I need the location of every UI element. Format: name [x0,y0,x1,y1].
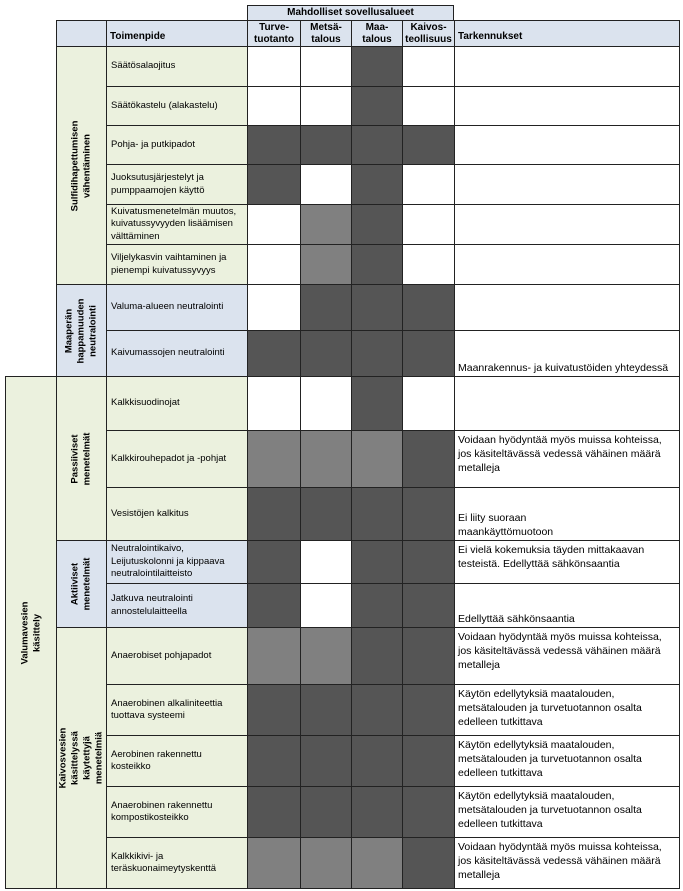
measure-note: Edellyttää sähkönsaantia [454,583,680,628]
measure-name: Aerobinen rakennettu kosteikko [106,735,248,787]
group-label: Aktiiviset menetelmät [69,557,93,611]
applicability-cell [402,837,455,889]
applicability-cell [247,735,301,787]
measure-note: Ei vielä kokemuksia täyden mittakaavan testeistä. Edellyttää sähkönsaantia [454,540,680,584]
measure-name: Kuivatusmenetelmän muutos, kuivatussyvyyden lisäämisen välttäminen [106,204,248,245]
applicability-cell [402,487,455,541]
applicability-cell [300,430,352,488]
applicability-cell [351,376,403,431]
measure-note [454,86,680,126]
applicability-cell [351,684,403,736]
header-area-peat: Turve- tuotanto [247,20,301,47]
applicability-cell [300,125,352,165]
applicability-cell [402,204,455,245]
measure-note: Käytön edellytyksiä maatalouden, metsätalouden ja turvetuotannon osalta edelleen tutkittava [454,786,680,838]
applicability-cell [300,627,352,685]
header-details: Tarkennukset [454,20,680,47]
measure-note: Voidaan hyödyntää myös muissa kohteissa, jos käsiteltävässä vedessä vähäinen määrä metalleja [454,627,680,685]
applicability-cell [300,376,352,431]
measure-name: Säätökastelu (alakastelu) [106,86,248,126]
measure-note: Voidaan hyödyntää myös muissa kohteissa, jos käsiteltävässä vedessä vähäinen määrä metalleja [454,430,680,488]
applicability-cell [247,837,301,889]
applicability-cell [402,735,455,787]
applicability-cell [351,627,403,685]
applicability-cell [247,786,301,838]
applicability-cell [402,244,455,285]
measure-name: Kaivumassojen neutralointi [106,330,248,377]
applicability-cell [351,244,403,285]
applicability-cell [351,487,403,541]
group-4 [56,627,107,889]
applicability-cell [247,487,301,541]
applicability-cell [351,735,403,787]
applicability-cell [247,164,301,205]
applicability-cell [351,540,403,584]
header-action: Toimenpide [106,20,248,47]
applicability-cell [351,125,403,165]
measure-name: Kalkkisuodinojat [106,376,248,431]
applicability-cell [351,786,403,838]
applicability-cell [247,204,301,245]
header-group-spacer [56,20,107,47]
applicability-cell [300,583,352,628]
outer-group-runoff-treatment [5,376,57,889]
group-label: Sulfidihapettumisen vähentäminen [69,120,93,211]
applicability-cell [300,86,352,126]
measure-name: Neutralointikaivo, Leijutuskolonni ja kippaava neutralointilaitteisto [106,540,248,584]
applicability-cell [402,164,455,205]
applicability-cell [300,244,352,285]
applicability-cell [402,46,455,87]
applicability-cell [351,583,403,628]
measure-name: Jatkuva neutralointi annostelulaitteella [106,583,248,628]
measure-note: Ei liity suoraan maankäyttömuotoon [454,487,680,541]
measure-note [454,125,680,165]
applicability-cell [300,735,352,787]
measure-name: Valuma-alueen neutralointi [106,284,248,331]
applicability-cell [247,86,301,126]
applicability-cell [300,284,352,331]
applicability-cell [351,46,403,87]
measure-name: Juoksutusjärjestelyt ja pumppaamojen käyttö [106,164,248,205]
measure-name: Kalkkikivi- ja teräskuonaimeytyskenttä [106,837,248,889]
applicability-cell [402,125,455,165]
measure-note: Käytön edellytyksiä maatalouden, metsätalouden ja turvetuotannon osalta edelleen tutkittava [454,735,680,787]
applicability-cell [351,330,403,377]
measure-note: Voidaan hyödyntää myös muissa kohteissa, jos käsiteltävässä vedessä vähäinen määrä metalleja [454,837,680,889]
measure-name: Viljelykasvin vaihtaminen ja pienempi kuivatussyvyys [106,244,248,285]
applicability-cell [300,46,352,87]
measure-name: Vesistöjen kalkitus [106,487,248,541]
group-label: Kaivosvesien käsittelyssä käytettyjä menetelmiä [57,727,105,789]
applicability-cell [402,376,455,431]
applicability-cell [247,376,301,431]
applicability-cell [247,540,301,584]
applicability-cell [247,330,301,377]
measure-note [454,244,680,285]
header-area-mining: Kaivos- teollisuus [402,20,455,47]
applicability-cell [402,430,455,488]
measure-note [454,46,680,87]
applicability-cell [402,86,455,126]
applicability-cell [300,837,352,889]
applicability-cell [351,430,403,488]
group-2 [56,376,107,541]
applicability-cell [402,330,455,377]
applicability-cell [300,330,352,377]
applicability-cell [300,540,352,584]
group-1 [56,284,107,377]
group-label: Maaperän happamuuden neutralointi [63,298,99,363]
applicability-cell [351,284,403,331]
measure-name: Anaerobiset pohjapadot [106,627,248,685]
applicability-cell [247,583,301,628]
measure-name: Säätösalaojitus [106,46,248,87]
applicability-cell [351,86,403,126]
applicability-cell [351,204,403,245]
measure-note [454,376,680,431]
measure-name: Kalkkirouhepadot ja -pohjat [106,430,248,488]
applicability-cell [247,46,301,87]
applicability-cell [300,487,352,541]
applicability-cell [247,430,301,488]
applicability-cell [402,786,455,838]
applicability-cell [247,244,301,285]
header-area-agriculture: Maa- talous [351,20,403,47]
applicability-cell [351,164,403,205]
measure-note: Käytön edellytyksiä maatalouden, metsätalouden ja turvetuotannon osalta edelleen tutkittava [454,684,680,736]
measure-note [454,284,680,331]
applicability-cell [247,284,301,331]
measure-note [454,204,680,245]
group-label: Passiiviset menetelmät [69,432,93,485]
applicability-cell [247,627,301,685]
outer-group-label: Valumavesien käsittely [19,601,43,664]
group-3 [56,540,107,628]
applicability-cell [247,125,301,165]
measure-note [454,164,680,205]
group-0 [56,46,107,285]
measure-note: Maanrakennus- ja kuivatustöiden yhteydessä [454,330,680,377]
measure-name: Anaerobinen alkaliniteettia tuottava systeemi [106,684,248,736]
applicability-cell [300,786,352,838]
measure-name: Pohja- ja putkipadot [106,125,248,165]
applicability-cell [351,837,403,889]
applicability-cell [300,684,352,736]
applicability-cell [300,204,352,245]
measure-name: Anaerobinen rakennettu kompostikosteikko [106,786,248,838]
applicability-cell [402,684,455,736]
applicability-cell [402,583,455,628]
applicability-cell [402,284,455,331]
applicability-cell [300,164,352,205]
header-application-areas: Mahdolliset sovellusalueet [247,5,454,21]
applicability-cell [247,684,301,736]
applicability-cell [402,627,455,685]
header-area-forestry: Metsä- talous [300,20,352,47]
applicability-cell [402,540,455,584]
